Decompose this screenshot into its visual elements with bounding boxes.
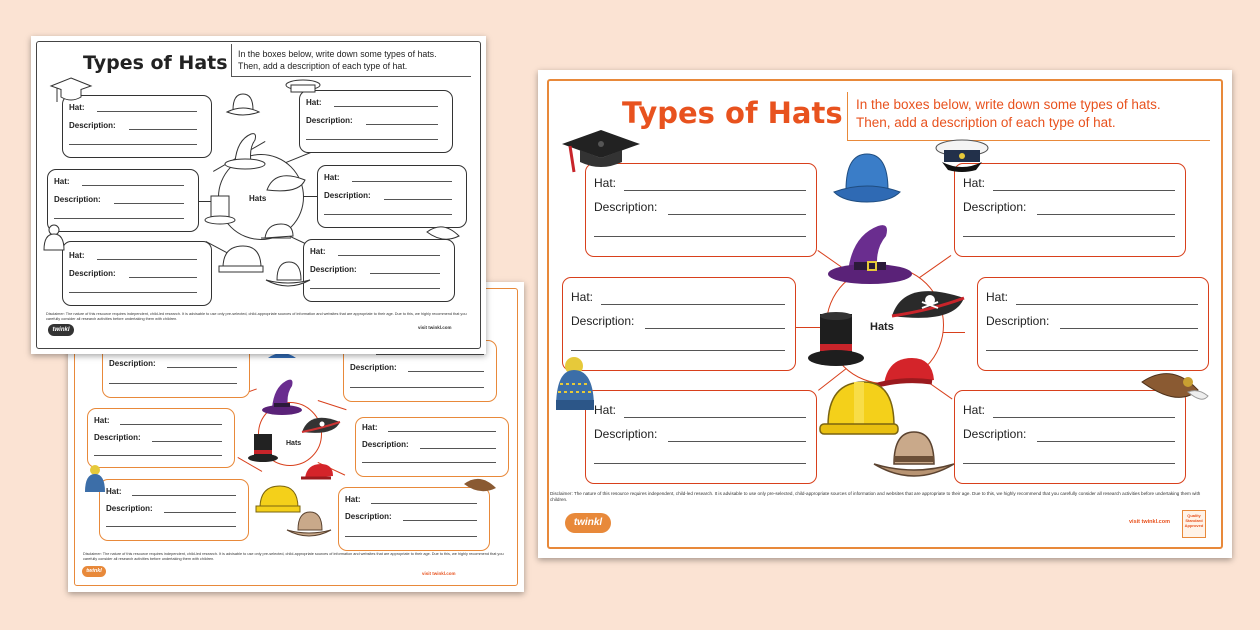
answer-box-mid-right[interactable] [317,165,467,228]
write-line[interactable] [350,387,484,388]
write-line[interactable] [362,462,496,463]
description-label: Description: [345,512,392,521]
hat-label: Hat: [306,98,322,107]
description-label: Description: [310,265,357,274]
write-line[interactable] [963,463,1175,464]
instructions [231,44,471,77]
answer-box-bottom-left[interactable] [99,479,249,541]
hat-label: Hat: [963,176,986,190]
slouch-hat-icon [460,472,502,498]
write-line[interactable] [109,383,237,384]
hat-label: Hat: [963,403,986,417]
description-label: Description: [350,363,397,372]
write-line[interactable] [338,255,440,256]
write-line[interactable] [345,536,477,537]
write-line[interactable] [167,367,237,368]
worksheet-main [538,70,1232,558]
answer-box-mid-right[interactable] [355,417,509,477]
instructions-line-2: Then, add a description of each type of hat. [856,115,1116,130]
write-line[interactable] [152,441,222,442]
description-label: Description: [306,116,353,125]
write-line[interactable] [1037,214,1175,215]
write-line[interactable] [1016,304,1198,305]
pirate-hat-icon [263,168,309,198]
write-line[interactable] [408,371,484,372]
description-label: Description: [324,191,371,200]
write-line[interactable] [668,441,806,442]
bobble-hat-icon [41,224,67,254]
description-label: Description: [594,427,658,441]
write-line[interactable] [97,259,197,260]
graduation-cap-icon [49,76,93,106]
worksheet-title: Types of Hats [83,52,228,74]
wizard-hat-icon [221,130,271,172]
hat-label: Hat: [324,173,340,182]
write-line[interactable] [668,214,806,215]
baseball-cap-icon [299,462,339,484]
instructions [847,92,1210,141]
bobble-hat-icon [552,356,598,414]
write-line[interactable] [993,190,1175,191]
visit-link[interactable]: visit twinkl.com [1129,519,1170,525]
description-label: Description: [94,433,141,442]
hub-label: Hats [870,321,894,333]
hat-label: Hat: [69,103,85,112]
cowboy-hat-icon [263,258,313,292]
answer-box-bottom-left[interactable] [62,241,212,306]
worksheet-title: Types of Hats [622,96,843,130]
hat-label: Hat: [310,247,326,256]
worksheet-preview-bw [31,36,486,354]
description-label: Description: [963,200,1027,214]
hat-label: Hat: [345,495,361,504]
write-line[interactable] [69,144,197,145]
description-label: Description: [69,121,116,130]
baseball-cap-icon [259,222,299,244]
write-line[interactable] [371,503,477,504]
pirate-hat-icon [298,410,344,440]
bucket-hat-icon [830,150,904,206]
cowboy-hat-icon [870,426,956,486]
instructions-line-2: Then, add a description of each type of hat. [238,61,408,71]
hard-hat-icon [217,242,265,276]
pirate-hat-icon [888,278,970,328]
write-line[interactable] [366,124,438,125]
captain-cap-icon [283,78,323,98]
brand-logo: twinkl [48,324,74,336]
instructions-line-1: In the boxes below, write down some types of hats. [856,97,1161,112]
disclaimer: Disclaimer: The nature of this resource requires independent, child-led research. It is advisable to use only pre-selected, child-appropriate sources of information and websites that are appropriate to their age. Due to this, we highly recommend that you carefully consider all research activities before undertaking them with children. [550,491,1201,502]
hat-label: Hat: [594,176,617,190]
description-label: Description: [963,427,1027,441]
brand-logo: twinkl [82,566,106,577]
quality-badge: Quality Standard Approved [1182,510,1206,538]
description-label: Description: [986,314,1050,328]
write-line[interactable] [376,354,484,355]
write-line[interactable] [624,417,806,418]
write-line[interactable] [645,328,785,329]
description-label: Description: [106,504,153,513]
answer-box-mid-right[interactable] [977,277,1209,371]
write-line[interactable] [352,181,452,182]
write-line[interactable] [1037,441,1175,442]
instructions-line-1: In the boxes below, write down some types of hats. [238,49,437,59]
visit-link[interactable]: visit twinkl.com [418,325,452,330]
bobble-hat-icon [82,464,108,496]
write-line[interactable] [571,350,785,351]
write-line[interactable] [594,236,806,237]
write-line[interactable] [384,199,452,200]
write-line[interactable] [324,214,452,215]
hat-label: Hat: [106,487,122,496]
answer-box-mid-left[interactable] [87,408,235,468]
hat-label: Hat: [94,416,110,425]
write-line[interactable] [986,350,1198,351]
write-line[interactable] [388,431,496,432]
visit-link[interactable]: visit twinkl.com [422,571,456,576]
write-line[interactable] [97,111,197,112]
hub-label: Hats [249,194,267,203]
slouch-hat-icon [423,220,463,246]
answer-box-bottom-right[interactable] [303,239,455,302]
connector [941,332,965,333]
description-label: Description: [69,269,116,278]
answer-box-top-right[interactable] [954,163,1186,257]
write-line[interactable] [164,512,236,513]
bucket-hat-icon [223,92,263,118]
hat-label: Hat: [594,403,617,417]
write-line[interactable] [69,292,197,293]
write-line[interactable] [420,448,496,449]
top-hat-icon [246,432,280,466]
write-line[interactable] [601,304,785,305]
write-line[interactable] [129,129,197,130]
description-label: Description: [594,200,658,214]
answer-box-mid-left[interactable] [47,169,199,232]
slouch-hat-icon [1138,362,1214,418]
write-line[interactable] [403,520,477,521]
write-line[interactable] [306,139,438,140]
write-line[interactable] [370,273,440,274]
brand-logo: twinkl [565,513,611,533]
description-label: Description: [54,195,101,204]
answer-box-top-right[interactable] [299,90,453,153]
write-line[interactable] [310,288,440,289]
top-hat-icon [203,194,237,226]
description-label: Description: [362,440,409,449]
hat-label: Hat: [571,290,594,304]
hat-label: Hat: [54,177,70,186]
write-line[interactable] [1060,328,1198,329]
hat-label: Hat: [986,290,1009,304]
disclaimer: Disclaimer: The nature of this resource requires independent, child-led research. It is advisable to use only pre-selected, child-appropriate sources of information and websites that are appropriate to their age. Due to this, we highly recommend that you carefully consider all research activities before undertaking them with children. [83,552,504,561]
write-line[interactable] [54,218,184,219]
write-line[interactable] [132,495,236,496]
write-line[interactable] [106,526,236,527]
write-line[interactable] [129,277,197,278]
disclaimer: Disclaimer: The nature of this resource requires independent, child-led research. It is advisable to use only pre-selected, child-appropriate sources of information and websites that are appropriate to their age. Due to this, we highly recommend that you carefully consider all research activities before undertaking them with children. [46,312,467,321]
graduation-cap-icon [560,128,642,182]
write-line[interactable] [94,455,222,456]
hub-label: Hats [286,440,302,447]
write-line[interactable] [963,236,1175,237]
write-line[interactable] [82,185,184,186]
write-line[interactable] [114,203,184,204]
captain-cap-icon [932,138,992,176]
write-line[interactable] [120,424,222,425]
answer-box-bottom-left[interactable] [585,390,817,484]
top-hat-icon [806,310,866,372]
hat-label: Hat: [69,251,85,260]
write-line[interactable] [624,190,806,191]
write-line[interactable] [334,106,438,107]
description-label: Description: [109,359,156,368]
hat-label: Hat: [362,423,378,432]
description-label: Description: [571,314,635,328]
cowboy-hat-icon [284,508,334,542]
write-line[interactable] [594,463,806,464]
